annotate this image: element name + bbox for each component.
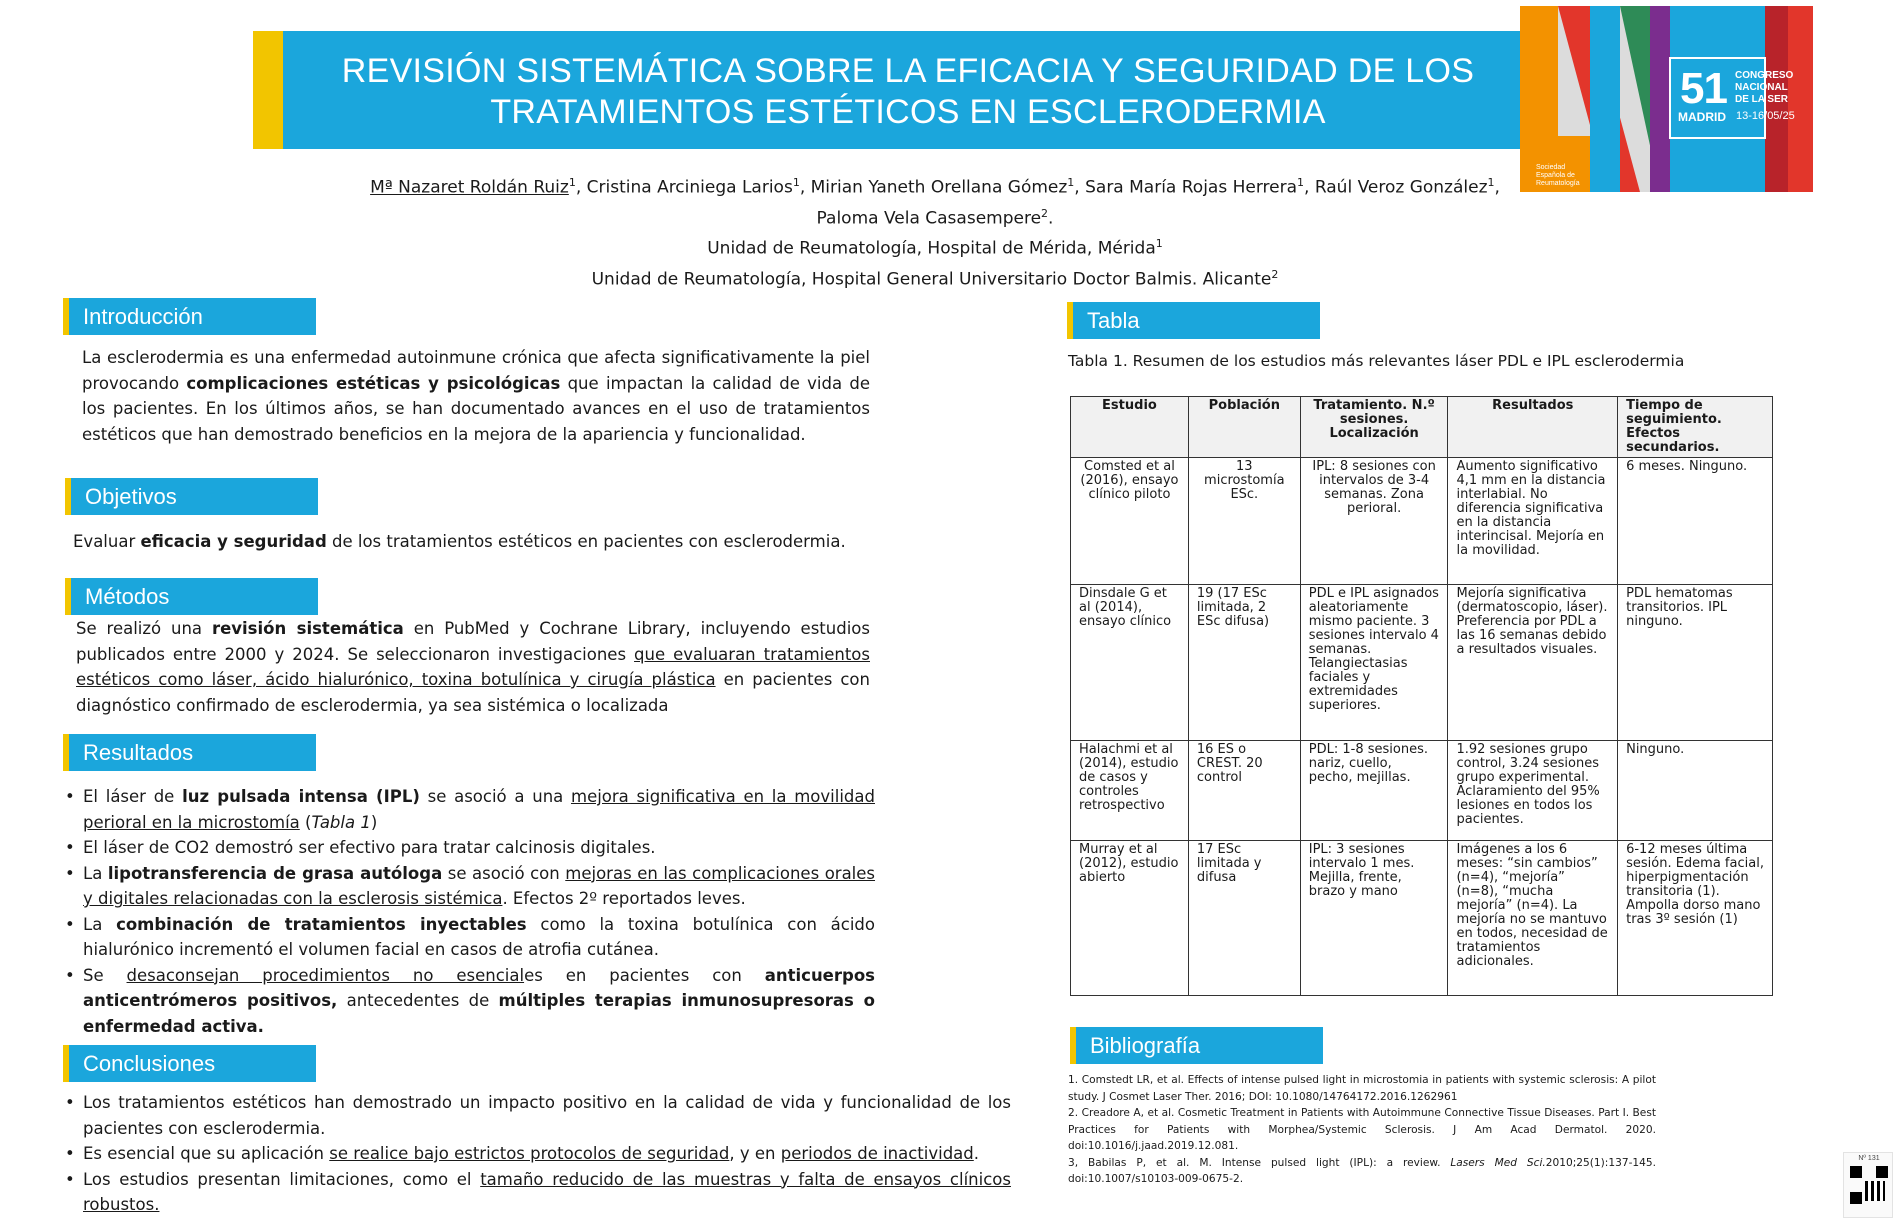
section-header-results: Resultados [63,734,316,771]
column-header-population: Población [1188,397,1300,458]
table-cell: PDL e IPL asignados aleatoriamente mismo paciente. 3 sesiones intervalo 4 semanas. Telangiectasias faciales y extremidades superiores. [1300,585,1448,741]
table-cell: 13 microstomía ESc. [1188,458,1300,585]
table-cell: Ninguno. [1618,741,1773,841]
section-header-table: Tabla [1067,302,1320,339]
title-line-2: TRATAMIENTOS ESTÉTICOS EN ESCLERODERMIA [490,93,1326,131]
result-item-lipotransfer: • La lipotransferencia de grasa autóloga se asoció con mejoras en las complicaciones orales y digitales relacionadas con la esclerosis sistémica. Efectos 2º reportados leves. [63,861,875,912]
table-cell: Mejoría significativa (dermatoscopio, láser). Preferencia por PDL a las 16 semanas debido a resultados visuales. [1448,585,1618,741]
congress-logo [1520,6,1813,192]
table-cell: Halachmi et al (2014), estudio de casos y controles retrospectivo [1071,741,1189,841]
logo-city: MADRID [1678,110,1726,124]
authors-line-1: Mª Nazaret Roldán Ruiz$^1$, Cristina Arciniega Larios$^1$, Mirian Yaneth Orellana Gómez$^1$, Sara María Rojas Herrera$^1$, Raúl Veroz González$^1$, [370,176,1500,198]
qr-pattern-icon [1850,1166,1888,1204]
table-row [1071,585,1773,741]
table-caption: Tabla 1. Resumen de los estudios más relevantes láser PDL e IPL esclerodermia [1068,352,1685,370]
conclusion-item-3: • Los estudios presentan limitaciones, como el tamaño reducido de las muestras y falta de ensayos clínicos robustos. [63,1167,1011,1218]
objectives-text: Evaluar eficacia y seguridad de los tratamientos estéticos en pacientes con esclerodermia. [73,532,846,551]
logo-number: 51 [1680,64,1727,113]
studies-table [1070,396,1773,996]
table-row [1071,841,1773,996]
poster-title [313,51,1503,133]
title-accent-stripe [253,31,283,149]
result-item-injectables: • La combinación de tratamientos inyectables como la toxina botulínica con ácido hialurónico incrementó el volumen facial en casos de atrofia cutánea. [63,912,875,963]
title-line-1: REVISIÓN SISTEMÁTICA SOBRE LA EFICACIA Y SEGURIDAD DE LOS [341,52,1475,90]
logo-society: Sociedad Española de Reumatología [1536,164,1580,187]
affiliation-1: Unidad de Reumatología, Hospital de Mérida, Mérida$^1$ [707,237,1163,259]
table-cell: PDL: 1-8 sesiones. nariz, cuello, pecho, mejillas. [1300,741,1448,841]
logo-dates: 13-16/05/25 [1736,110,1795,122]
result-item-co2: • El láser de CO2 demostró ser efectivo para tratar calcinosis digitales. [63,835,875,861]
table-cell: IPL: 3 sesiones intervalo 1 mes. Mejilla, frente, brazo y mano [1300,841,1448,996]
table-cell: 19 (17 ESc limitada, 2 ESc difusa) [1188,585,1300,741]
column-header-followup: Tiempo de seguimiento. Efectos secundarios. [1618,397,1773,458]
intro-text: La esclerodermia es una enfermedad autoinmune crónica que afecta significativamente la piel provocando complicaciones estéticas y psicológicas que impactan la calidad de vida de los pacientes. En los últimos años, se han documentado avances en el uso de tratamientos estéticos que han demostrado beneficios en la mejora de la apariencia y funcionalidad. [82,348,870,444]
methods-text: Se realizó una revisión sistemática en PubMed y Cochrane Library, incluyendo estudios publicados entre 2000 y 2024. Se seleccionaron investigaciones que evaluaran tratamientos estéticos como láser, ácido hialurónico, toxina botulínica y cirugía plástica en pacientes con diagnóstico confirmado de esclerodermia, ya sea sistémica o localizada [76,619,870,715]
table-cell: PDL hematomas transitorios. IPL ninguno. [1618,585,1773,741]
bibliography-item-2: 2. Creadore A, et al. Cosmetic Treatment in Patients with Autoimmune Connective Tissue Diseases. Part I. Best Practices for Patients with Morphea/Systemic Sclerosis. J Am Acad Dermatol. 2020. doi:10.1016/j.jaad.2019.12.081. [1068,1107,1656,1152]
authors-line-2: Paloma Vela Casasempere$^2$. [816,206,1054,229]
table-cell: 6 meses. Ninguno. [1618,458,1773,585]
affiliation-2: Unidad de Reumatología, Hospital General Universitario Doctor Balmis. Alicante$^2$ [591,267,1279,290]
section-header-objectives: Objetivos [65,478,318,515]
table-cell: Murray et al (2012), estudio abierto [1071,841,1189,996]
table-row [1071,458,1773,585]
bibliography-list [1068,1072,1656,1188]
section-header-methods: Métodos [65,578,318,615]
table-cell: 1.92 sesiones grupo control, 3.24 sesiones grupo experimental. Aclaramiento del 95% lesiones en todos los pacientes. [1448,741,1618,841]
bibliography-item-1: 1. Comstedt LR, et al. Effects of intense pulsed light in microstomia in patients with systemic sclerosis: A pilot study. J Cosmet Laser Ther. 2016; DOI: 10.1080/14764172.2016.1262961 [1068,1074,1656,1103]
table-cell: IPL: 8 sesiones con intervalos de 3-4 semanas. Zona perioral. [1300,458,1448,585]
logo-congress-text: CONGRESO NACIONAL DE LA SER [1735,70,1794,105]
table-cell: 16 ES o CREST. 20 control [1188,741,1300,841]
section-header-intro: Introducción [63,298,316,335]
column-header-study: Estudio [1071,397,1189,458]
qr-code[interactable] [1843,1152,1893,1218]
table-cell: 17 ESc limitada y difusa [1188,841,1300,996]
title-banner [253,31,1523,149]
table-cell: 6-12 meses última sesión. Edema facial, hiperpigmentación transitoria (1). Ampolla dorso mano tras 3º sesión (1) [1618,841,1773,996]
conclusions-list [63,1090,1011,1218]
section-header-conclusions: Conclusiones [63,1045,316,1082]
conclusion-item-2: • Es esencial que su aplicación se realice bajo estrictos protocolos de seguridad, y en periodos de inactividad. [63,1141,1011,1167]
authors-block [300,170,1570,293]
column-header-treatment: Tratamiento. N.º sesiones. Localización [1300,397,1448,458]
table-cell: Comsted et al (2016), ensayo clínico piloto [1071,458,1189,585]
table-cell: Imágenes a los 6 meses: “sin cambios” (n=4), “mejoría” (n=8), “mucha mejoría” (n=4). La mejoría no se mantuvo en todos, necesidad de tratamientos adicionales. [1448,841,1618,996]
poster-number-label: Nº 131 [1858,1155,1880,1162]
conclusion-item-1: • Los tratamientos estéticos han demostrado un impacto positivo en la calidad de vida y funcionalidad de los pacientes con esclerodermia. [63,1090,1011,1141]
bibliography-item-3: 3, Babilas P, et al. M. Intense pulsed light (IPL): a review. Lasers Med Sci.2010;25(1):137-145. doi:10.1007/s10103-009-0675-2. [1068,1156,1656,1185]
table-cell: Dinsdale G et al (2014), ensayo clínico [1071,585,1189,741]
results-list [63,784,875,1039]
column-header-results: Resultados [1448,397,1618,458]
table-header-row [1071,397,1773,458]
table-row [1071,741,1773,841]
result-item-contraindications: • Se desaconsejan procedimientos no esenciales en pacientes con anticuerpos anticentrómeros positivos, antecedentes de múltiples terapias inmunosupresoras o enfermedad activa. [63,963,875,1040]
result-item-ipl: • El láser de luz pulsada intensa (IPL) se asoció a una mejora significativa en la movilidad perioral en la microstomía (Tabla 1) [63,784,875,835]
section-header-bibliography: Bibliografía [1070,1027,1323,1064]
table-cell: Aumento significativo 4,1 mm en la distancia interlabial. No diferencia significativa en la distancia interincisal. Mejoría en la movilidad. [1448,458,1618,585]
